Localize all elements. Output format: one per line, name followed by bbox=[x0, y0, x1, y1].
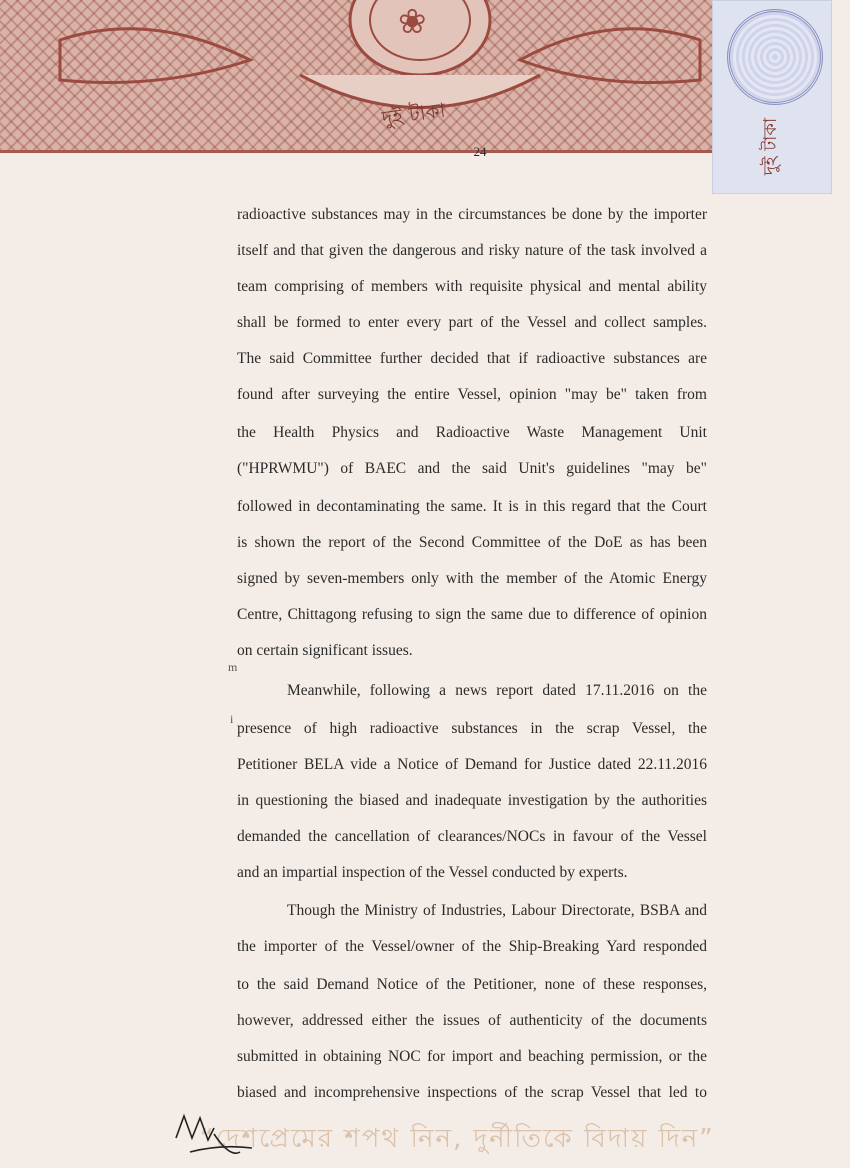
stamp-paper-header bbox=[0, 0, 735, 153]
page-number: 24 bbox=[473, 144, 487, 159]
text-line: ("HPRWMU") of BAEC and the said Unit's guidelines "may be" bbox=[237, 460, 707, 477]
text-line: signed by seven-members only with the member of the Atomic Energy bbox=[237, 570, 707, 587]
text-line: however, addressed either the issues of authenticity of the documents bbox=[237, 1012, 707, 1029]
text-line: Petitioner BELA vide a Notice of Demand for Justice dated 22.11.2016 bbox=[237, 756, 707, 773]
handwritten-signature bbox=[170, 1108, 260, 1163]
text-line: The said Committee further decided that if radioactive substances are bbox=[237, 350, 707, 367]
text-line: team comprising of members with requisite physical and mental ability bbox=[237, 278, 707, 295]
stamp-value-label: দুই টাকা bbox=[380, 97, 447, 131]
text-line: biased and incomprehensive inspections of the scrap Vessel that led to bbox=[237, 1084, 707, 1101]
text-line: shall be formed to enter every part of the Vessel and collect samples. bbox=[237, 314, 707, 331]
text-line: Centre, Chittagong refusing to sign the same due to difference of opinion bbox=[237, 606, 707, 623]
bangladesh-emblem-icon: ❀ bbox=[398, 4, 427, 41]
text-line: presence of high radioactive substances in the scrap Vessel, the bbox=[237, 720, 707, 737]
text-line: demanded the cancellation of clearances/NOCs in favour of the Vessel bbox=[237, 828, 707, 845]
text-line: the importer of the Vessel/owner of the Ship-Breaking Yard responded bbox=[237, 938, 707, 955]
text-line: radioactive substances may in the circumstances be done by the importer bbox=[237, 206, 707, 223]
text-line: itself and that given the dangerous and risky nature of the task involved a bbox=[237, 242, 707, 259]
text-line: found after surveying the entire Vessel, opinion "may be" taken from bbox=[237, 386, 707, 403]
margin-mark: m bbox=[228, 660, 238, 674]
text-line: in questioning the biased and inadequate investigation by the authorities bbox=[237, 792, 707, 809]
text-line: and an impartial inspection of the Vessel conducted by experts. bbox=[237, 864, 628, 881]
text-line: on certain significant issues. bbox=[237, 642, 413, 659]
margin-mark: i bbox=[230, 712, 234, 726]
stamp-ornament bbox=[0, 0, 735, 150]
footer-motto: “দেশপ্রেমের শপথ নিন, দুর্নীতিকে বিদায় দিন” bbox=[200, 1124, 715, 1154]
text-line: Though the Ministry of Industries, Labour Directorate, BSBA and bbox=[287, 902, 707, 919]
text-line: followed in decontaminating the same. It is in this regard that the Court bbox=[237, 498, 707, 515]
text-line: to the said Demand Notice of the Petitioner, none of these responses, bbox=[237, 976, 707, 993]
text-line: is shown the report of the Second Committee of the DoE as has been bbox=[237, 534, 707, 551]
text-line: the Health Physics and Radioactive Waste Management Unit bbox=[237, 424, 707, 441]
revenue-side-stamp bbox=[712, 0, 832, 194]
side-stamp-label: দুই টাকা bbox=[760, 117, 782, 176]
text-line: Meanwhile, following a news report dated 17.11.2016 on the bbox=[287, 682, 707, 699]
text-line: submitted in obtaining NOC for import and beaching permission, or the bbox=[237, 1048, 707, 1065]
seal-icon bbox=[727, 9, 823, 105]
